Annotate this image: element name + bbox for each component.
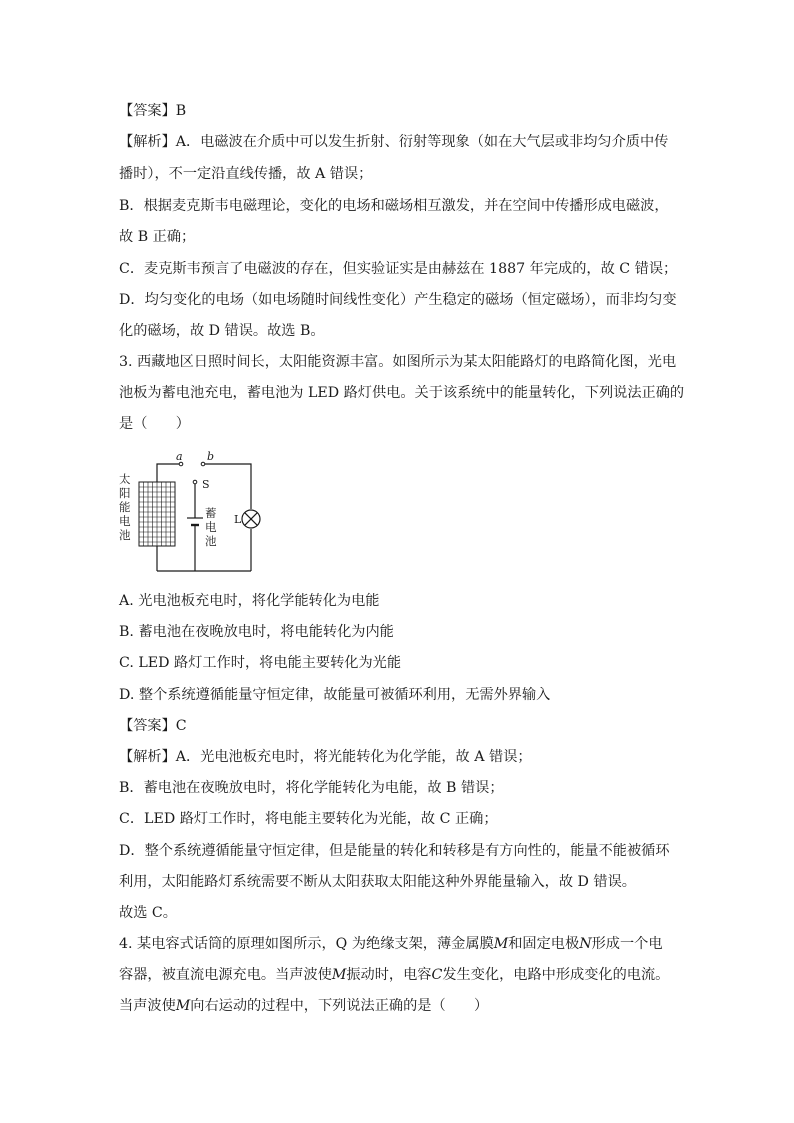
variable-m: M: [175, 998, 191, 1014]
battery-label: [205, 506, 217, 548]
q4-text: 和固定电极: [508, 936, 580, 952]
battery-label-char: 蓄: [205, 506, 217, 520]
solar-label-char: 电: [119, 514, 131, 528]
lamp-symbol: [242, 510, 260, 528]
q4-stem-line: [119, 934, 663, 954]
q4-text: 形成一个电: [591, 936, 663, 952]
solar-label-char: 池: [119, 528, 131, 542]
q3-answer: 【答案】C: [119, 718, 187, 734]
q3-analysis-line: B．蓄电池在夜晚放电时，将化学能转化为电能，故 B 错误；: [119, 780, 504, 796]
switch-terminal-a-label: a: [176, 450, 183, 463]
switch-s: [179, 462, 205, 484]
q4-text: 4. 某电容式话筒的原理如图所示，Q 为绝缘支架，薄金属膜: [119, 936, 494, 952]
battery-label-char: 电: [205, 520, 217, 534]
variable-c: C: [431, 967, 443, 983]
q3-stem-line: 池板为蓄电池充电，蓄电池为 LED 路灯供电。关于该系统中的能量转化，下列说法正确的: [119, 385, 685, 401]
battery-symbol: [187, 518, 203, 525]
q2-analysis-line: 播时），不一定沿直线传播，故 A 错误；: [119, 166, 373, 182]
q2-analysis-line: C．麦克斯韦预言了电磁波的存在，但实验证实是由赫兹在 1887 年完成的，故 C 错误；: [119, 261, 678, 277]
q4-stem-line: [119, 965, 669, 985]
q2-analysis-line: B．根据麦克斯韦电磁理论，变化的电场和磁场相互激发，并在空间中传播形成电磁波，: [119, 198, 669, 214]
q3-analysis-line: 故选 C。: [119, 905, 177, 921]
q3-analysis-line: 利用，太阳能路灯系统需要不断从太阳获取太阳能这种外界能量输入，故 D 错误。: [119, 874, 636, 890]
q4-text: 发生变化，电路中形成变化的电流。: [442, 967, 670, 983]
q3-option-a: A. 光电池板充电时，将化学能转化为电能: [119, 593, 380, 609]
variable-m: M: [331, 967, 347, 983]
q3-analysis-line: D．整个系统遵循能量守恒定律，但是能量的转化和转移是有方向性的，能量不能被循环: [119, 843, 670, 859]
q3-stem-line: 是（ ）: [119, 416, 190, 432]
q4-text: 容器，被直流电源充电。当声波使: [119, 967, 332, 983]
q4-text: 向右运动的过程中，下列说法正确的是（ ）: [190, 998, 489, 1014]
solar-label-char: 太: [119, 472, 131, 486]
variable-m: M: [493, 936, 509, 952]
battery-label-char: 池: [205, 534, 217, 548]
q2-analysis-line: 化的磁场，故 D 错误。故选 B。: [119, 323, 325, 339]
q2-analysis-line: 故 B 正确；: [119, 229, 196, 245]
q4-stem-line: [119, 996, 488, 1016]
q4-text: 振动时，电容: [346, 967, 432, 983]
solar-label-char: 能: [119, 500, 131, 514]
switch-s-label: S: [202, 478, 210, 491]
q3-analysis-line: C．LED 路灯工作时，将电能主要转化为光能，故 C 正确；: [119, 811, 498, 827]
q2-analysis-line: D．均匀变化的电场（如电场随时间线性变化）产生稳定的磁场（恒定磁场），而非均匀变: [119, 292, 677, 308]
lamp-l-label: L: [234, 513, 242, 526]
solar-cell-label: [119, 472, 131, 542]
solar-panel: [139, 482, 175, 546]
q2-analysis-line: 【解析】A．电磁波在介质中可以发生折射、衍射等现象（如在大气层或非均匀介质中传: [119, 134, 669, 150]
q3-option-c: C. LED 路灯工作时，将电能主要转化为光能: [119, 655, 402, 671]
variable-n: N: [579, 936, 592, 952]
q2-answer: 【答案】B: [119, 103, 187, 119]
q4-text: 当声波使: [119, 998, 176, 1014]
q3-option-d: D. 整个系统遵循能量守恒定律，故能量可被循环利用，无需外界输入: [119, 687, 551, 703]
q3-analysis-line: 【解析】A．光电池板充电时，将光能转化为化学能，故 A 错误；: [119, 749, 532, 765]
q3-option-b: B. 蓄电池在夜晚放电时，将电能转化为内能: [119, 624, 394, 640]
q3-stem-line: 3. 西藏地区日照时间长，太阳能资源丰富。如图所示为某太阳能路灯的电路简化图，光电: [119, 354, 677, 370]
switch-terminal-b-label: b: [207, 450, 215, 463]
solar-label-char: 阳: [119, 486, 131, 500]
solar-streetlight-circuit-diagram: [117, 446, 267, 576]
